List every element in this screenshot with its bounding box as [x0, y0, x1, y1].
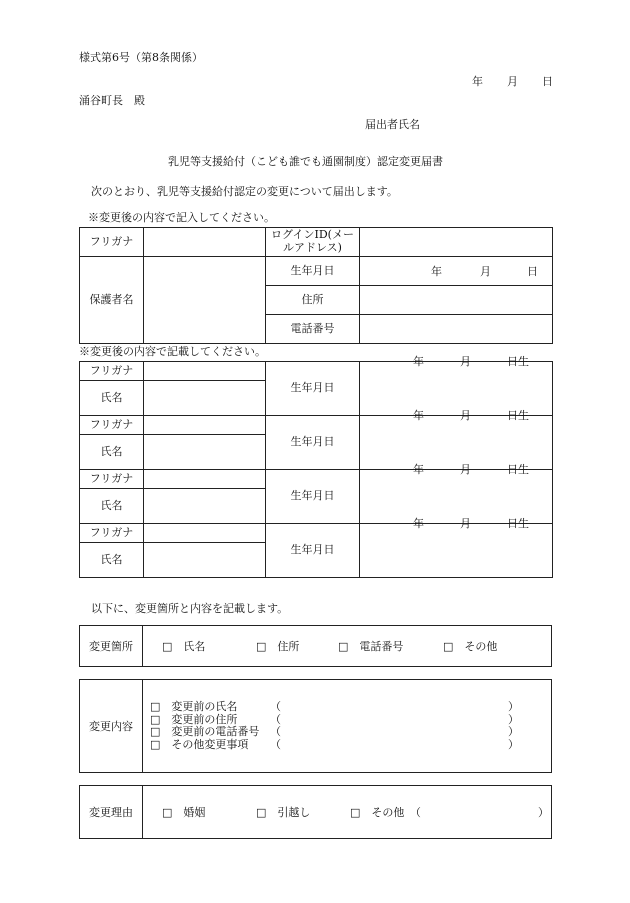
guardian-birth-day: 日 — [527, 265, 538, 278]
close-paren: ） — [508, 700, 519, 713]
change-content-box — [79, 679, 552, 773]
change-content-close-parens — [508, 701, 519, 751]
child3-name-label: 氏名 — [80, 489, 144, 524]
child2-birthdate-field[interactable] — [360, 409, 553, 470]
change-reason-box — [79, 785, 552, 839]
child1-day: 日生 — [507, 355, 529, 368]
prev-name-checkbox[interactable]: □ 変更前の氏名 — [150, 700, 238, 713]
child2-furigana-label: フリガナ — [80, 416, 144, 435]
change-reason-label-text: 変更理由 — [89, 805, 133, 819]
child-table — [79, 355, 553, 578]
child1-birthdate-field[interactable] — [360, 355, 553, 416]
child3-year: 年 — [413, 463, 424, 476]
child1-furigana-label: フリガナ — [80, 362, 144, 381]
child1-year: 年 — [413, 355, 424, 368]
date-month: 月 — [507, 75, 518, 88]
close-paren: ） — [508, 725, 519, 738]
child2-name-field[interactable] — [144, 435, 266, 470]
change-intro: 以下に、変更箇所と内容を記載します。 — [91, 602, 289, 615]
guardian-phone-field[interactable] — [360, 315, 553, 344]
change-content-label-text: 変更内容 — [89, 719, 133, 733]
reason-marriage-checkbox[interactable]: □ 婚姻 — [162, 806, 206, 819]
child1-name-label: 氏名 — [80, 381, 144, 416]
child3-furigana-field[interactable] — [144, 470, 266, 489]
date-year: 年 — [472, 75, 483, 88]
document-title: 乳児等支援給付（こども誰でも通園制度）認定変更届書 — [168, 155, 443, 168]
change-content-label — [80, 680, 143, 772]
guardian-address-field[interactable] — [360, 286, 553, 315]
child1-name-field[interactable] — [144, 381, 266, 416]
child3-furigana-label: フリガナ — [80, 470, 144, 489]
guardian-birthdate-field[interactable] — [360, 257, 553, 286]
child4-birthdate-label: 生年月日 — [266, 524, 360, 578]
guardian-birthdate-label: 生年月日 — [266, 257, 360, 286]
note-guardian: ※変更後の内容で記入してください。 — [88, 211, 275, 224]
open-paren: （ — [270, 712, 281, 726]
open-paren: （ — [270, 725, 281, 738]
child3-month: 月 — [460, 463, 471, 476]
addressee: 涌谷町長 殿 — [79, 94, 145, 107]
guardian-birth-month: 月 — [480, 265, 491, 278]
change-reason-label — [80, 786, 143, 838]
prev-address-checkbox[interactable]: □ 変更前の住所 — [150, 712, 238, 726]
child4-birthdate-field[interactable] — [360, 517, 553, 578]
close-paren: ） — [508, 737, 519, 751]
change-place-address-checkbox[interactable]: □ 住所 — [256, 640, 300, 653]
change-place-label — [80, 626, 143, 666]
reason-other-checkbox[interactable]: □ その他 （ — [350, 806, 421, 819]
guardian-address-label: 住所 — [266, 286, 360, 315]
change-content-items — [150, 701, 259, 751]
child2-name-label: 氏名 — [80, 435, 144, 470]
guardian-name-field[interactable] — [144, 257, 266, 344]
change-place-box — [79, 625, 552, 667]
child2-month: 月 — [460, 409, 471, 422]
login-id-label: ログインID(メールアドレス) — [266, 228, 360, 257]
child2-furigana-field[interactable] — [144, 416, 266, 435]
child1-furigana-field[interactable] — [144, 362, 266, 381]
child2-year: 年 — [413, 409, 424, 422]
prev-phone-checkbox[interactable]: □ 変更前の電話番号 — [150, 725, 260, 738]
date-day: 日 — [542, 75, 553, 88]
child3-name-field[interactable] — [144, 489, 266, 524]
child4-name-label: 氏名 — [80, 543, 144, 578]
guardian-table — [79, 227, 553, 344]
close-paren: ） — [508, 712, 519, 726]
note-child: ※変更後の内容で記載してください。 — [79, 345, 266, 358]
child2-birthdate-label: 生年月日 — [266, 416, 360, 470]
open-paren: （ — [270, 737, 281, 751]
child4-furigana-label: フリガナ — [80, 524, 144, 543]
guardian-birth-year: 年 — [431, 265, 442, 278]
other-change-checkbox[interactable]: □ その他変更事項 — [150, 737, 249, 751]
child4-furigana-field[interactable] — [144, 524, 266, 543]
child1-month: 月 — [460, 355, 471, 368]
change-place-name-checkbox[interactable]: □ 氏名 — [162, 640, 206, 653]
login-id-field[interactable] — [360, 228, 553, 257]
child4-name-field[interactable] — [144, 543, 266, 578]
child4-day: 日生 — [507, 517, 529, 530]
change-place-other-checkbox[interactable]: □ その他 — [443, 640, 498, 653]
change-place-phone-checkbox[interactable]: □ 電話番号 — [338, 640, 404, 653]
child4-year: 年 — [413, 517, 424, 530]
applicant-name-label: 届出者氏名 — [365, 118, 420, 131]
reason-moving-checkbox[interactable]: □ 引越し — [256, 806, 311, 819]
child3-day: 日生 — [507, 463, 529, 476]
child3-birthdate-label: 生年月日 — [266, 470, 360, 524]
child3-birthdate-field[interactable] — [360, 463, 553, 524]
child2-day: 日生 — [507, 409, 529, 422]
guardian-furigana-field[interactable] — [144, 228, 266, 257]
intro-text: 次のとおり、乳児等支援給付認定の変更について届出します。 — [91, 185, 398, 198]
reason-close-paren: ） — [538, 806, 549, 819]
form-number: 様式第6号（第8条関係） — [79, 51, 203, 64]
change-place-label-text: 変更箇所 — [89, 639, 133, 653]
guardian-name-label: 保護者名 — [80, 257, 144, 344]
change-content-open-parens — [270, 701, 281, 751]
open-paren: （ — [270, 700, 281, 713]
child1-birthdate-label: 生年月日 — [266, 362, 360, 416]
guardian-furigana-label: フリガナ — [80, 228, 144, 257]
guardian-phone-label: 電話番号 — [266, 315, 360, 344]
child4-month: 月 — [460, 517, 471, 530]
